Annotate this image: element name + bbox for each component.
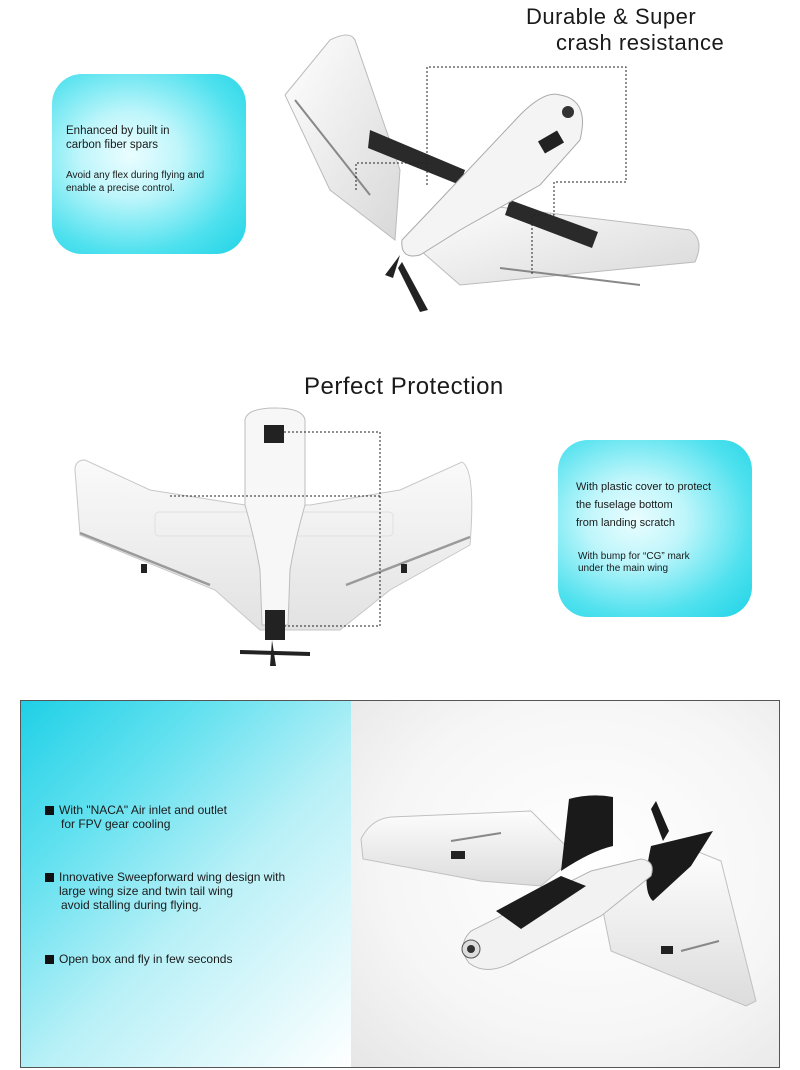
bullet-square-icon [45, 806, 54, 815]
callout-title-line: Enhanced by built in [66, 125, 170, 137]
plane-top-image [0, 0, 800, 330]
callout-line: With plastic cover to protect [576, 481, 712, 493]
features-panel [20, 700, 780, 1068]
callout-sub-line: enable a precise control. [66, 183, 175, 194]
callout-title-line: carbon fiber spars [66, 139, 159, 151]
section1-title-line2: crash resistance [556, 30, 725, 55]
protection-callout-text [576, 478, 711, 532]
bullet-line: With "NACA" Air inlet and outlet [59, 803, 227, 817]
plane-perspective-image [351, 701, 780, 1067]
section1-title-line1: Durable & Super [526, 4, 697, 29]
callout-sub-line: With bump for “CG” mark [578, 551, 690, 562]
callout-sub-line: under the main wing [578, 563, 669, 574]
callout-line: from landing scratch [576, 517, 676, 529]
bullet-line: avoid stalling during flying. [61, 898, 202, 912]
callout-line: the fuselage bottom [576, 499, 673, 511]
plane-left-wing [361, 811, 576, 886]
protection-callout [558, 440, 752, 617]
section2-title: Perfect Protection [304, 373, 504, 400]
plane-perspective-panel [351, 701, 780, 1067]
bullet-line: for FPV gear cooling [61, 817, 171, 831]
bullet-line: Innovative Sweepforward wing design with [59, 870, 286, 884]
bullet-line: large wing size and twin tail wing [59, 884, 234, 898]
bullet-square-icon [45, 955, 54, 964]
features-text-panel [21, 701, 351, 1067]
bullet-square-icon [45, 873, 54, 882]
protection-callout-subtext [578, 551, 690, 575]
callout-sub-line: Avoid any flex during flying and [66, 170, 205, 181]
bullet-line: Open box and fly in few seconds [59, 952, 233, 966]
